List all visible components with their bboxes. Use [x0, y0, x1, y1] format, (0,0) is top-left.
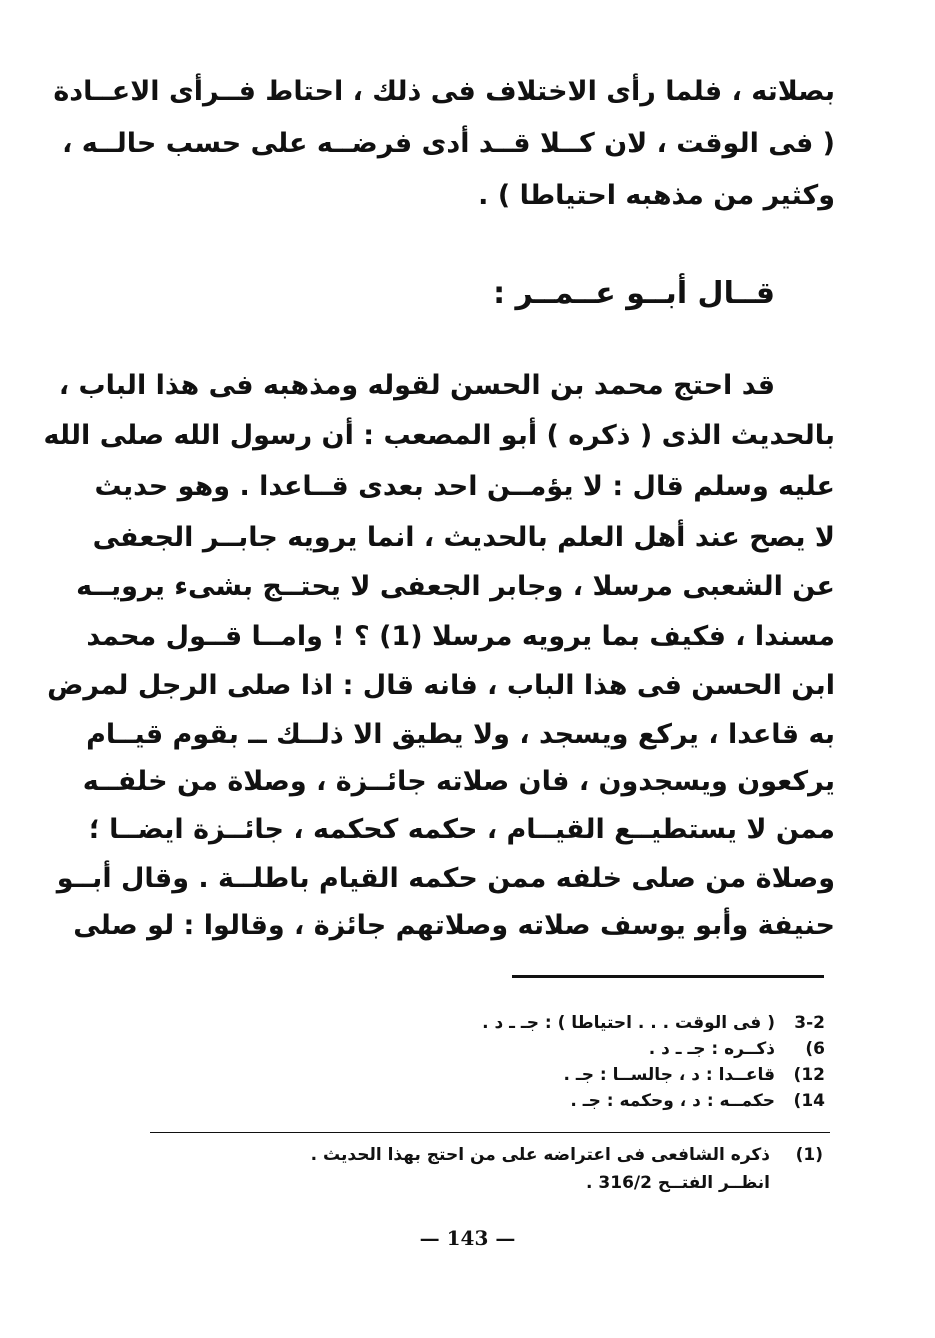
footnote-ref: (1)	[795, 1145, 823, 1165]
body-line-9: يركعون ويسجدون ، فان صلاته جائــزة ، وصلاة من خلفــه	[82, 766, 835, 797]
variant-note-text-2: ذكــره : جـ ـ د .	[648, 1039, 775, 1059]
body-line-2: بالحديث الذى ( ذكره ) أبو المصعب : أن رسول الله صلى الله	[43, 420, 835, 451]
variant-note-ref-1: 3-2	[794, 1013, 825, 1033]
text-line-1: بصلاته ، فلما رأى الاختلاف فى ذلك ، احتاط فــرأى الاعــادة	[53, 76, 835, 107]
footnote-line-2: انظــر الفتــح 316/2 .	[586, 1173, 770, 1193]
body-line-3: عليه وسلم قال : لا يؤمــن احد بعدى قــاعدا . وهو حديث	[94, 471, 835, 502]
body-line-1: قد احتج محمد بن الحسن لقوله ومذهبه فى هذا الباب ،	[58, 370, 775, 401]
variant-note-ref-2: 6)	[805, 1039, 825, 1059]
variant-note-ref-3: 12)	[793, 1065, 825, 1085]
body-line-4: لا يصح عند أهل العلم بالحديث ، انما يرويه جابــر الجعفى	[92, 522, 835, 553]
footnote-line-1: ذكره الشافعى فى اعتراضه على من احتج بهذا الحديث .	[310, 1145, 770, 1165]
footnote-separator	[512, 975, 824, 978]
body-line-12: حنيفة وأبو يوسف صلاته وصلاتهم جائزة ، وقالوا : لو صلى	[73, 910, 835, 941]
variant-note-text-1: ( فى الوقت . . . احتياطا ) : جـ ـ د .	[482, 1013, 775, 1033]
body-line-10: ممن لا يستطيــع القيــام ، حكمه كحكمه ، جائــزة ايضــا ؛	[88, 814, 835, 845]
page-number: — 143 —	[419, 1226, 516, 1250]
text-line-2: ( فى الوقت ، لان كــلا قــد أدى فرضــه على حسب حالــه ،	[62, 128, 835, 159]
variant-note-text-3: قاعــدا : د ، جالســا : جـ .	[563, 1065, 775, 1085]
text-line-3: وكثير من مذهبه احتياطا ) .	[478, 180, 835, 211]
body-line-5: عن الشعبى مرسلا ، وجابر الجعفى لا يحتــج بشىء يرويــه	[76, 571, 835, 602]
body-line-6: مسندا ، فكيف بما يرويه مرسلا (1) ؟ ! وامــا قــول محمد	[86, 621, 835, 652]
footnote-divider	[150, 1132, 830, 1133]
variant-note-text-4: حكمــه : د ، وحكمه : جـ .	[570, 1091, 775, 1111]
section-heading: قــال أبــو عــمــر :	[493, 276, 775, 311]
body-line-8: به قاعدا ، يركع ويسجد ، ولا يطيق الا ذلــك ــ بقوم قيــام	[86, 719, 835, 750]
body-line-11: وصلاة من صلى خلفه ممن حكمه القيام باطلــة . وقال أبــو	[56, 863, 835, 894]
body-line-7: ابن الحسن فى هذا الباب ، فانه قال : اذا صلى الرجل لمرض	[47, 670, 835, 701]
variant-note-ref-4: 14)	[793, 1091, 825, 1111]
